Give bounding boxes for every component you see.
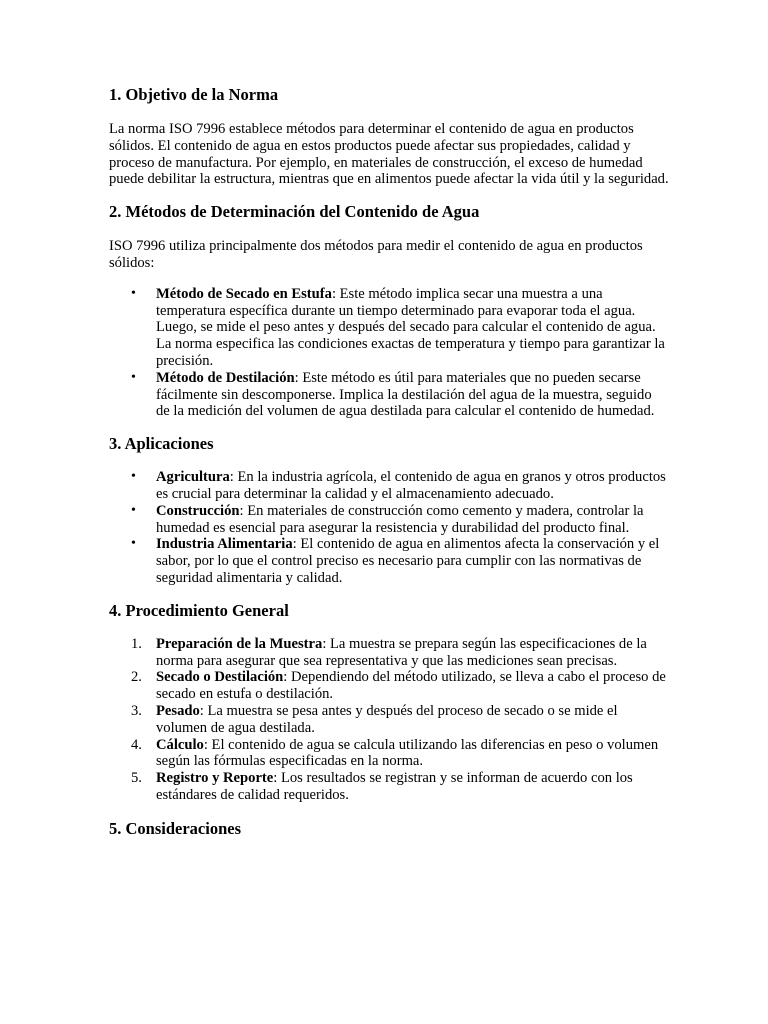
section-1-heading: 1. Objetivo de la Norma bbox=[109, 85, 279, 104]
section-4-numbered-list bbox=[109, 636, 669, 804]
list-item bbox=[109, 669, 669, 703]
section-2-paragraph: ISO 7996 utiliza principalmente dos métodos para medir el contenido de agua en productos sólidos: bbox=[109, 238, 643, 271]
list-item-text: : Este método implica secar una muestra a una temperatura específica durante un tiempo determinado para evaporar toda el agua. Luego, se mide el peso antes y después del secado para calcular el contenido de agua. La norma especifica las condiciones exactas de temperatura y tiempo para garantizar la precisión. bbox=[156, 285, 665, 369]
document-page bbox=[109, 84, 669, 840]
section-2-bullet-list bbox=[109, 286, 669, 420]
list-item-text: : En la industria agrícola, el contenido de agua en granos y otros productos es crucial para determinar la calidad y el almacenamiento adecuado. bbox=[156, 469, 666, 502]
list-item bbox=[109, 286, 669, 370]
list-item bbox=[109, 703, 669, 737]
list-item-text: : La muestra se pesa antes y después del proceso de secado o se mide el volumen de agua destilada. bbox=[156, 702, 618, 736]
list-number: 5. bbox=[131, 770, 142, 787]
bullet-icon: • bbox=[131, 536, 136, 552]
list-number: 2. bbox=[131, 669, 142, 686]
bullet-icon: • bbox=[131, 469, 136, 485]
list-item-term: Pesado bbox=[156, 702, 200, 719]
list-item-text: : Los resultados se registran y se informan de acuerdo con los estándares de calidad requeridos. bbox=[156, 770, 633, 803]
list-item bbox=[109, 469, 669, 503]
section-4-heading: 4. Procedimiento General bbox=[109, 600, 289, 620]
section-5-heading: 5. Consideraciones bbox=[109, 818, 241, 838]
list-item-term: Registro y Reporte bbox=[156, 770, 274, 787]
list-item-term: Método de Destilación bbox=[156, 369, 295, 386]
list-item-text: : En materiales de construcción como cemento y madera, controlar la humedad es esencial para asegurar la resistencia y durabilidad del producto final. bbox=[156, 502, 644, 536]
list-item-term: Cálculo bbox=[156, 736, 204, 753]
list-item-text: : El contenido de agua en alimentos afecta la conservación y el sabor, por lo que el control preciso es necesario para cumplir con las normativas de seguridad alimentaria y calidad. bbox=[156, 536, 660, 586]
bullet-icon: • bbox=[131, 285, 136, 301]
list-item-text: : El contenido de agua se calcula utilizando las diferencias en peso o volumen según las fórmulas especificadas en la norma. bbox=[156, 736, 659, 770]
list-number: 1. bbox=[131, 635, 142, 652]
list-number: 4. bbox=[131, 736, 142, 753]
section-1-paragraph: La norma ISO 7996 establece métodos para determinar el contenido de agua en productos sólidos. El contenido de agua en estos productos puede afectar sus propiedades, calidad y proceso de manufactura. Por ejemplo, en materiales de construcción, el exceso de humedad puede debilitar la estructura, mientras que en alimentos puede afectar la vida útil y la seguridad. bbox=[109, 121, 669, 188]
list-item-text: : Dependiendo del método utilizado, se lleva a cabo el proceso de secado en estufa o destilación. bbox=[156, 669, 666, 703]
list-item-term: Preparación de la Muestra bbox=[156, 635, 323, 652]
list-item-term: Agricultura bbox=[156, 469, 230, 486]
list-item-term: Industria Alimentaria bbox=[156, 536, 293, 553]
list-item bbox=[109, 503, 669, 537]
list-item-term: Secado o Destilación bbox=[156, 669, 284, 686]
list-item bbox=[109, 737, 669, 771]
list-item-text: : La muestra se prepara según las especificaciones de la norma para asegurar que sea representativa y que las mediciones sean precisas. bbox=[156, 635, 647, 669]
section-3-heading: 3. Aplicaciones bbox=[109, 434, 214, 454]
list-item bbox=[109, 636, 669, 670]
list-item bbox=[109, 370, 669, 420]
bullet-icon: • bbox=[131, 502, 136, 518]
list-number: 3. bbox=[131, 702, 142, 719]
section-2-heading: 2. Métodos de Determinación del Contenido de Agua bbox=[109, 202, 480, 222]
bullet-icon: • bbox=[131, 369, 136, 385]
list-item-text: : Este método es útil para materiales que no pueden secarse fácilmente sin descomponerse. Implica la destilación del agua de la muestra, seguido de la medición del volumen de agua destilada para calcular el contenido de humedad. bbox=[156, 369, 655, 420]
list-item-term: Construcción bbox=[156, 502, 240, 519]
list-item-term: Método de Secado en Estufa bbox=[156, 285, 332, 302]
list-item bbox=[109, 770, 669, 804]
section-3-bullet-list bbox=[109, 469, 669, 587]
list-item bbox=[109, 536, 669, 586]
